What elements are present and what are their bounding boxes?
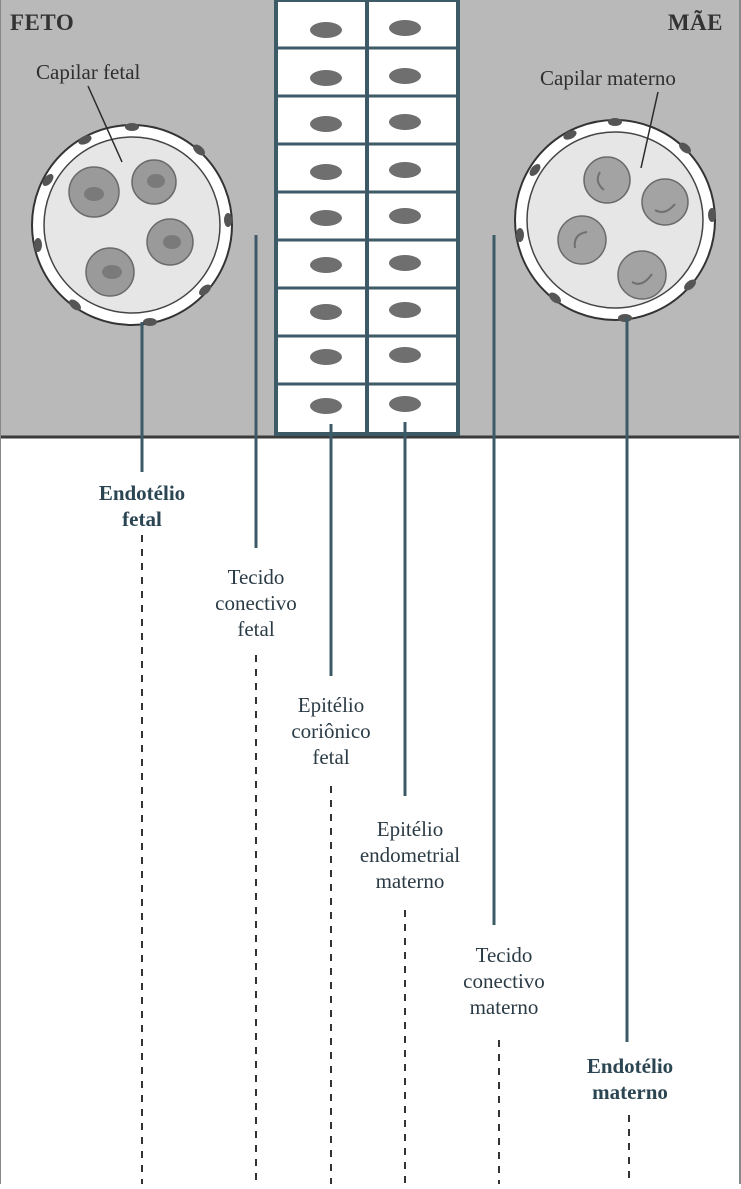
epithelium-cells <box>276 0 458 434</box>
maternal-capillary-label: Capilar materno <box>540 66 676 90</box>
fetal-capillary <box>32 123 232 326</box>
fetal-endothelium-label: Endotélio fetal <box>98 481 186 531</box>
maternal-endothelium-label: Endotélio materno <box>586 1054 674 1104</box>
mother-label: MÃE <box>667 10 723 35</box>
fetus-label: FETO <box>10 10 75 35</box>
maternal-connective-label: Tecido conectivo materno <box>463 943 545 1019</box>
maternal-capillary <box>515 118 716 322</box>
fetal-capillary-label: Capilar fetal <box>36 60 141 84</box>
fetal-connective-label: Tecido conectivo fetal <box>215 565 297 641</box>
fetal-chorionic-epithelium-label: Epitélio coriônico fetal <box>291 693 371 769</box>
maternal-endometrial-epithelium-label: Epitélio endometrial materno <box>359 817 461 893</box>
